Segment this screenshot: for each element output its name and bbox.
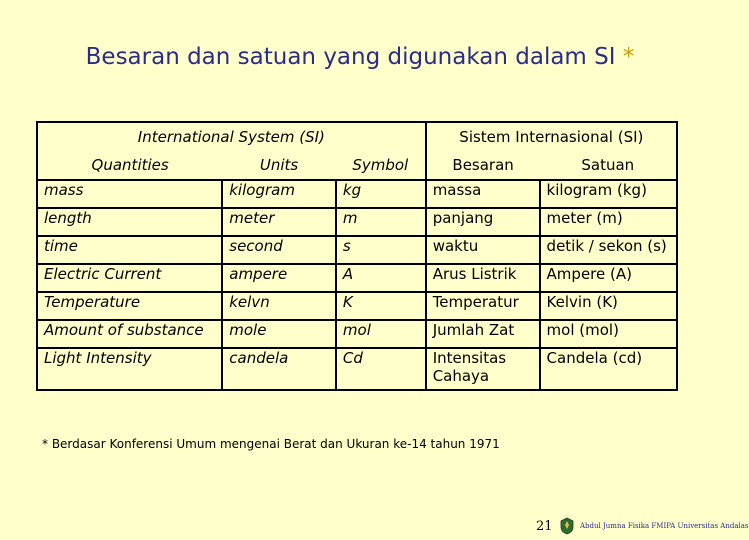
cell-besaran: Jumlah Zat — [426, 320, 540, 348]
cell-unit: mole — [222, 320, 336, 348]
cell-besaran: Temperatur — [426, 292, 540, 320]
credit-line: Abdul Jumna Fisika FMIPA Universitas Andalas — [580, 522, 749, 530]
cell-besaran: waktu — [426, 236, 540, 264]
table-row — [37, 208, 677, 236]
cell-quantity: Light Intensity — [37, 348, 222, 390]
cell-symbol: m — [336, 208, 426, 236]
title-star: * — [622, 44, 635, 70]
cell-quantity: length — [37, 208, 222, 236]
cell-quantity: Amount of substance — [37, 320, 222, 348]
table-row — [37, 292, 677, 320]
col-header-satuan: Satuan — [540, 151, 677, 180]
footnote: * Berdasar Konferensi Umum mengenai Berat dan Ukuran ke-14 tahun 1971 — [42, 437, 500, 451]
col-header-symbol: Symbol — [336, 151, 426, 180]
table-row — [37, 180, 677, 208]
cell-unit: meter — [222, 208, 336, 236]
page-number: 21 — [536, 519, 553, 534]
cell-satuan: meter (m) — [540, 208, 677, 236]
col-header-besaran: Besaran — [426, 151, 540, 180]
cell-unit: ampere — [222, 264, 336, 292]
cell-unit: second — [222, 236, 336, 264]
column-header-row — [37, 151, 677, 180]
si-units-table — [36, 121, 678, 391]
cell-satuan: detik / sekon (s) — [540, 236, 677, 264]
table-row — [37, 264, 677, 292]
cell-symbol: K — [336, 292, 426, 320]
cell-symbol: s — [336, 236, 426, 264]
slide-title — [0, 44, 720, 70]
cell-unit: candela — [222, 348, 336, 390]
col-header-units: Units — [222, 151, 336, 180]
university-seal-icon — [560, 517, 574, 535]
table-row — [37, 320, 677, 348]
cell-quantity: time — [37, 236, 222, 264]
group-header-indonesian: Sistem Internasional (SI) — [426, 122, 677, 151]
cell-besaran: panjang — [426, 208, 540, 236]
cell-symbol: Cd — [336, 348, 426, 390]
cell-quantity: Electric Current — [37, 264, 222, 292]
cell-unit: kilogram — [222, 180, 336, 208]
cell-unit: kelvn — [222, 292, 336, 320]
cell-satuan: Kelvin (K) — [540, 292, 677, 320]
cell-satuan: Ampere (A) — [540, 264, 677, 292]
slide-title-text: Besaran dan satuan yang digunakan dalam SI — [85, 44, 616, 70]
cell-quantity: Temperature — [37, 292, 222, 320]
cell-quantity: mass — [37, 180, 222, 208]
cell-symbol: mol — [336, 320, 426, 348]
table-row — [37, 348, 677, 390]
cell-besaran: massa — [426, 180, 540, 208]
group-header-international: International System (SI) — [37, 122, 426, 151]
table-row — [37, 236, 677, 264]
col-header-quantities: Quantities — [37, 151, 222, 180]
cell-symbol: kg — [336, 180, 426, 208]
cell-satuan: mol (mol) — [540, 320, 677, 348]
cell-symbol: A — [336, 264, 426, 292]
cell-satuan: Candela (cd) — [540, 348, 677, 390]
cell-besaran: Intensitas Cahaya — [426, 348, 540, 390]
cell-satuan: kilogram (kg) — [540, 180, 677, 208]
cell-besaran: Arus Listrik — [426, 264, 540, 292]
group-header-row — [37, 122, 677, 151]
